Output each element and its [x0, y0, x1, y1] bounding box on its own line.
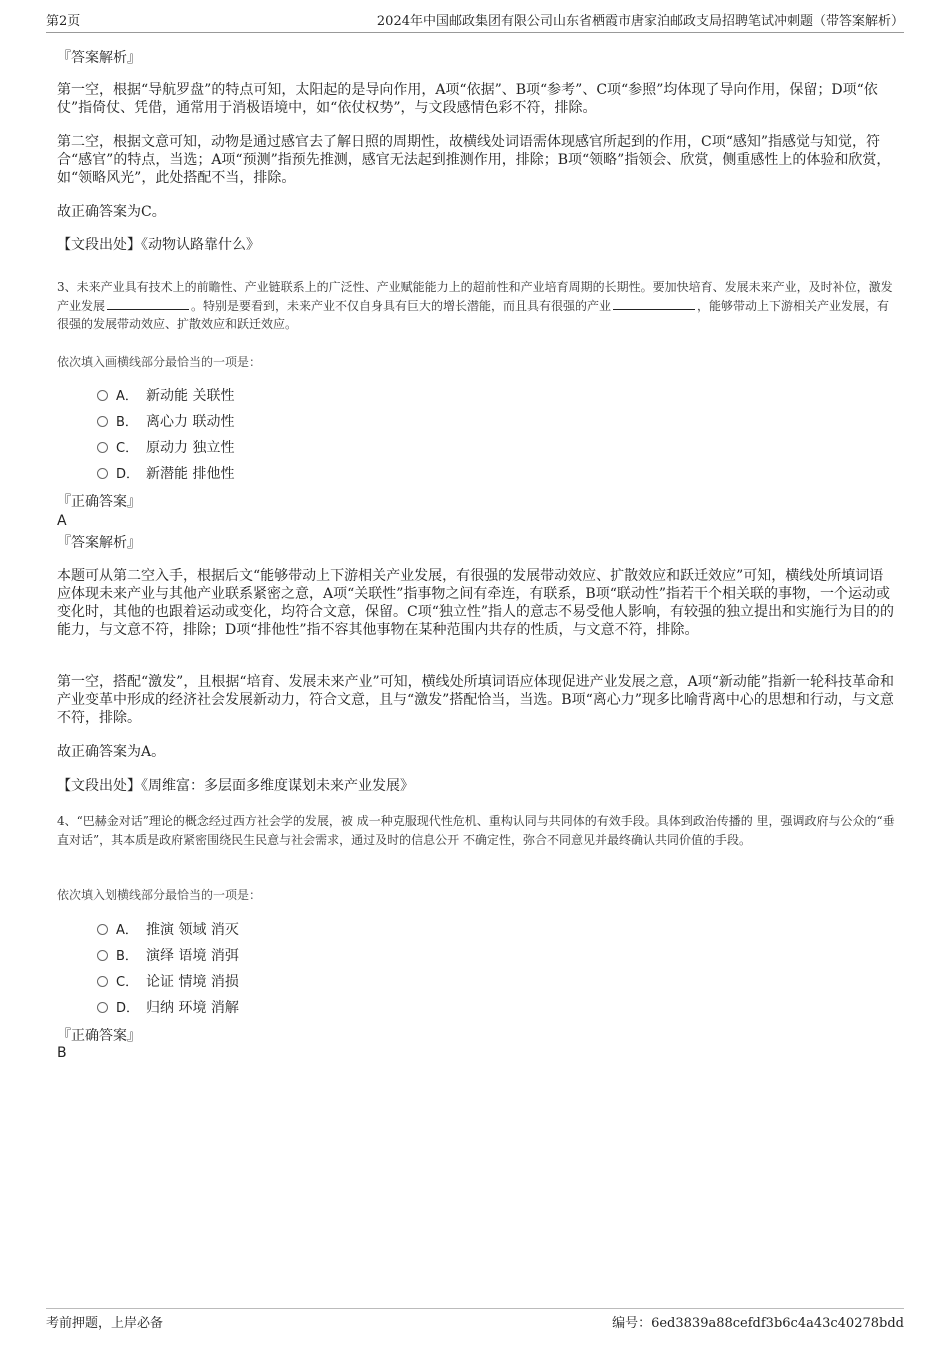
document-id: 编号：6ed3839a88cefdf3b6c4a43c40278bdd — [612, 1316, 904, 1331]
q3-option-d[interactable] — [97, 464, 234, 485]
radio-icon[interactable] — [97, 1002, 108, 1013]
option-text: 新动能 关联性 — [146, 388, 235, 404]
option-text: 演绎 语境 消弭 — [146, 948, 239, 964]
q3-prompt: 依次填入画横线部分最恰当的一项是： — [57, 355, 262, 369]
q3-answer-label: 『正确答案』 — [57, 494, 141, 510]
radio-icon[interactable] — [97, 442, 108, 453]
q4-prompt: 依次填入划横线部分最恰当的一项是： — [57, 888, 262, 902]
q3-stem-part3: ，能够带动上下游相关产业发展，有很强的发展带动效应、扩散效应和跃迁效应。 — [57, 298, 890, 331]
q2-analysis-label: 『答案解析』 — [57, 50, 141, 66]
q2-analysis-p2: 第二空，根据文意可知，动物是通过感官去了解日照的周期性，故横线处词语需体现感官所起到的作用，C项“感知”指感觉与知觉，符合“感官”的特点，当选；A项“预测”指预先推测，感官无法起到推测作用，排除；B项“领略”指领会、欣赏，侧重感性上的体验和欣赏，如“领略风光”，此处搭配不当，排除。 — [57, 134, 891, 186]
footer-slogan: 考前押题，上岸必备 — [46, 1316, 164, 1331]
q4-answer: B — [57, 1045, 67, 1061]
q3-conclusion: 故正确答案为A。 — [57, 744, 166, 760]
option-letter: C． — [116, 441, 139, 456]
option-letter: A． — [116, 923, 138, 938]
q2-analysis-p1: 第一空，根据“导航罗盘”的特点可知，太阳起的是导向作用，A项“依据”、B项“参考”、C项“参照”均体现了导向作用，保留；D项“依仗”指倚仗、凭借，通常用于消极语境中，如“依仗权势”，与文段感情色彩不符，排除。 — [57, 82, 878, 116]
radio-icon[interactable] — [97, 924, 108, 935]
option-text: 离心力 联动性 — [146, 414, 235, 430]
q3-stem-part1: 3、未来产业具有技术上的前瞻性、产业链联系上的广泛性、产业赋能能力上的超前性和产业培育周期的长期性。要加快培育、发展未来产业，及时补位，激发产业发展 — [57, 280, 893, 313]
option-letter: D． — [116, 467, 140, 482]
radio-icon[interactable] — [97, 416, 108, 427]
radio-icon[interactable] — [97, 468, 108, 479]
q3-blank-1 — [107, 297, 189, 310]
page-footer — [46, 1308, 904, 1331]
option-text: 论证 情境 消损 — [146, 974, 239, 990]
q3-stem-part2: 。特别是要看到，未来产业不仅自身具有巨大的增长潜能，而且具有很强的产业 — [191, 298, 612, 313]
option-text: 归纳 环境 消解 — [146, 1000, 239, 1016]
option-letter: A． — [116, 389, 138, 404]
q3-option-b[interactable] — [97, 412, 234, 433]
q4-option-a[interactable] — [97, 920, 239, 941]
q3-source: 【文段出处】《周维富：多层面多维度谋划未来产业发展》 — [57, 778, 414, 794]
q3-analysis-p1: 本题可从第二空入手，根据后文“能够带动上下游相关产业发展，有很强的发展带动效应、扩散效应和跃迁效应”可知，横线处所填词语应体现未来产业与其他产业联系紧密之意，A项“关联性”指事物之间有牵连，有联系，B项“联动性”指若干个相关联的事物，一个运动或变化时，其他的也跟着运动或变化，均符合文意，保留。C项“独立性”指人的意志不易受他人影响，有较强的独立提出和实施行为目的的能力，与文意不符，排除；D项“排他性”指不容其他事物在某种范围内共存的性质，与文意不符，排除。 — [57, 568, 895, 638]
option-letter: B． — [116, 949, 138, 964]
radio-icon[interactable] — [97, 950, 108, 961]
option-text: 原动力 独立性 — [146, 440, 235, 456]
q3-option-a[interactable] — [97, 386, 234, 407]
q3-blank-2 — [613, 297, 695, 310]
option-letter: B． — [116, 415, 138, 430]
q3-option-c[interactable] — [97, 438, 234, 459]
q2-conclusion: 故正确答案为C。 — [57, 204, 166, 220]
q4-answer-label: 『正确答案』 — [57, 1028, 141, 1044]
radio-icon[interactable] — [97, 390, 108, 401]
q3-answer: A — [57, 513, 67, 529]
q4-option-c[interactable] — [97, 972, 239, 993]
radio-icon[interactable] — [97, 976, 108, 987]
page-header — [46, 12, 904, 33]
q3-analysis-p2: 第一空，搭配“激发”，且根据“培育、发展未来产业”可知，横线处所填词语应体现促进产业发展之意，A项“新动能”指新一轮科技革命和产业变革中形成的经济社会发展新动力，符合文意，且与“激发”搭配恰当，当选。B项“离心力”现多比喻背离中心的思想和行动，与文意不符，排除。 — [57, 674, 895, 726]
q4-option-b[interactable] — [97, 946, 239, 967]
q4-option-d[interactable] — [97, 998, 239, 1019]
option-letter: D． — [116, 1001, 140, 1016]
option-letter: C． — [116, 975, 139, 990]
q3-analysis-label: 『答案解析』 — [57, 535, 141, 551]
document-title: 2024年中国邮政集团有限公司山东省栖霞市唐家泊邮政支局招聘笔试冲刺题（带答案解析） — [376, 14, 904, 29]
q4-stem: 4、“巴赫金对话”理论的概念经过西方社会学的发展，被 成一种克服现代性危机、重构认同与共同体的有效手段。具体到政治传播的 里，强调政府与公众的“垂直对话”，其本质是政府紧密围绕民生民意与社会需求，通过及时的信息公开 不确定性，弥合不同意见并最终确认共同价值的手段。 — [57, 814, 895, 847]
q2-source: 【文段出处】《动物认路靠什么》 — [57, 237, 260, 253]
q3-stem — [57, 278, 895, 334]
option-text: 推演 领域 消灭 — [146, 922, 239, 938]
option-text: 新潜能 排他性 — [146, 466, 235, 482]
page-number: 第2页 — [46, 14, 81, 29]
